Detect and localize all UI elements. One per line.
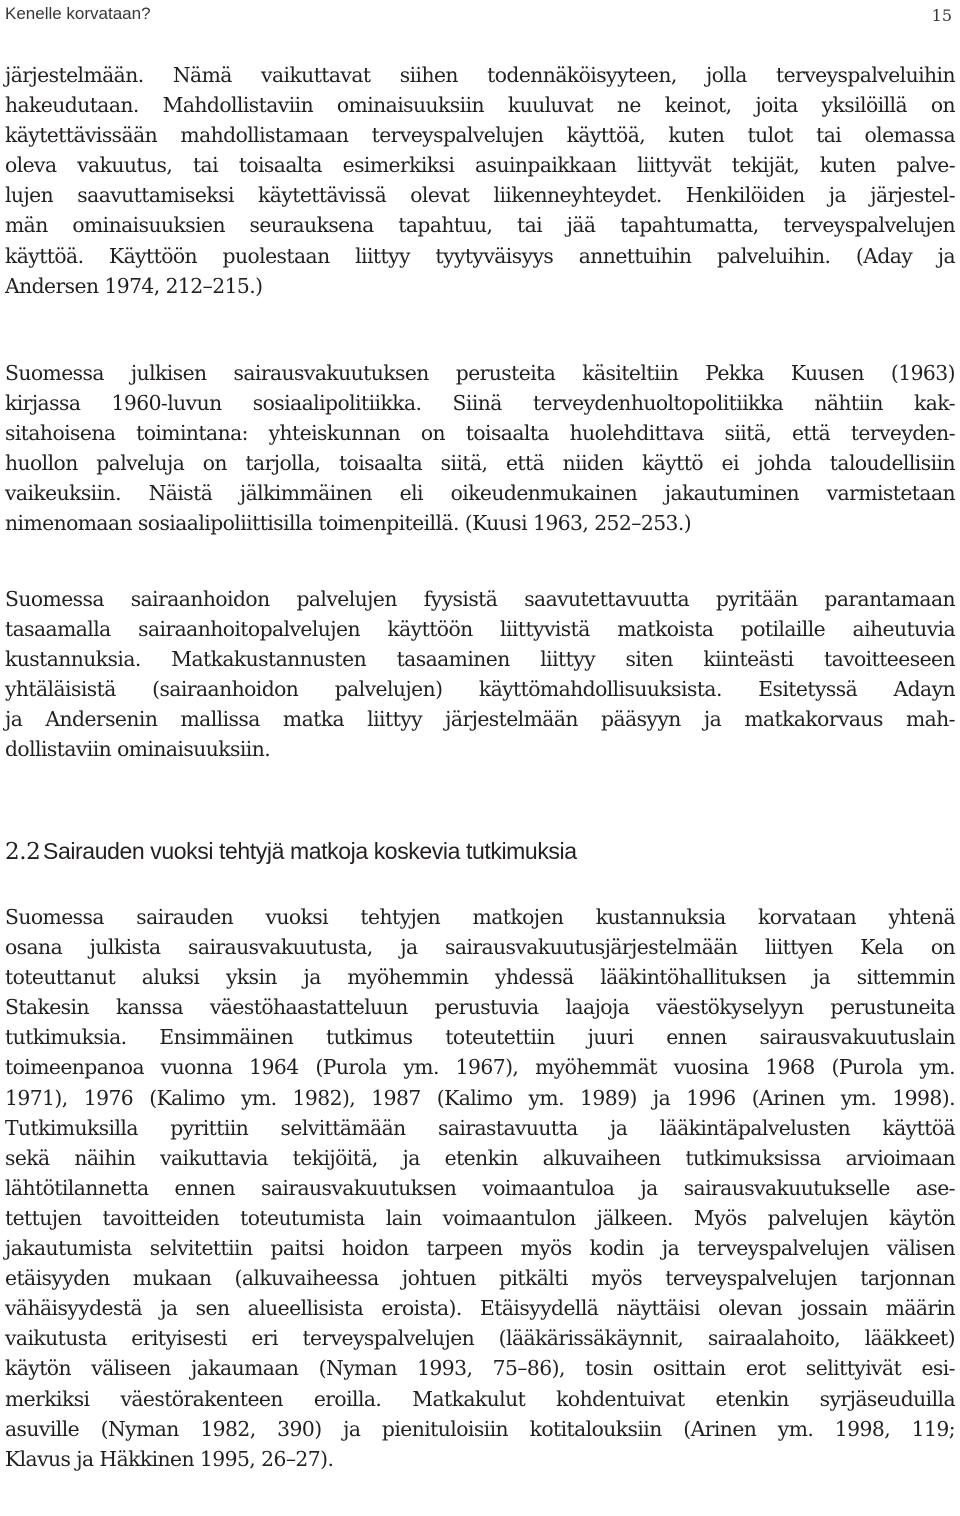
text-line: Suomessa sairauden vuoksi tehtyjen matkojen kustannuksia korvataan yhtenä	[5, 905, 955, 929]
text-line: tutkimuksia. Ensimmäinen tutkimus toteutettiin juuri ennen sairausvakuutuslain	[5, 1025, 955, 1050]
text-line: tettujen tavoitteiden toteutumista lain voimaantulon jälkeen. Myös palvelujen käytön	[5, 1205, 955, 1230]
section-number: 2.2	[5, 839, 41, 865]
body-paragraph-2	[5, 358, 955, 539]
text-line: käytön väliseen jakaumaan (Nyman 1993, 75–86), tosin osittain erot selittyivät esi-	[5, 1356, 955, 1381]
text-line: Klavus ja Häkkinen 1995, 26–27).	[5, 1446, 334, 1471]
text-line: vähäisyydestä ja sen alueellisista eroista). Etäisyydellä näyttäisi olevan jossain määrin	[5, 1296, 955, 1321]
text-line: kirjassa 1960-luvun sosiaalipolitiikka. Siinä terveydenhuoltopolitiikka nähtiin kak-	[5, 391, 955, 416]
text-line: Tutkimuksilla pyrittiin selvittämään sairastavuutta ja lääkintäpalvelusten käyttöä	[5, 1115, 955, 1140]
text-line: Andersen 1974, 212–215.)	[5, 273, 263, 298]
text-line: vaikutusta erityisesti eri terveyspalvelujen (lääkärissäkäynnit, sairaalahoito, lääkkeet)	[5, 1326, 955, 1351]
text-line: sekä näihin vaikuttavia tekijöitä, ja etenkin alkuvaiheen tutkimuksissa arvioimaan	[5, 1145, 955, 1170]
text-line: toimeenpanoa vuonna 1964 (Purola ym. 1967), myöhemmät vuosina 1968 (Purola ym.	[5, 1055, 955, 1080]
text-line: dollistaviin ominaisuuksiin.	[5, 737, 271, 762]
text-line: osana julkista sairausvakuutusta, ja sairausvakuutusjärjestelmään liittyen Kela on	[5, 935, 955, 960]
text-line: Suomessa julkisen sairausvakuutuksen perusteita käsiteltiin Pekka Kuusen (1963)	[5, 361, 955, 385]
text-line: jakautumista selvitettiin paitsi hoidon tarpeen myös kodin ja terveyspalvelujen välisen	[5, 1236, 955, 1261]
text-line: asuville (Nyman 1982, 390) ja pienituloisiin kotitalouksiin (Arinen ym. 1998, 119;	[5, 1416, 955, 1441]
running-header	[5, 4, 952, 30]
body-paragraph-3	[5, 584, 955, 765]
text-line: hakeudutaan. Mahdollistaviin ominaisuuksiin kuuluvat ne keinot, joita yksilöillä on	[5, 93, 955, 118]
text-line: käytettävissään mahdollistamaan terveyspalvelujen käyttöä, kuten tulot tai olemassa	[5, 123, 955, 148]
section-heading	[5, 838, 577, 874]
text-line: kustannuksia. Matkakustannusten tasaaminen liittyy siten kiinteästi tavoitteeseen	[5, 647, 955, 672]
text-line: nimenomaan sosiaalipoliittisilla toimenpiteillä. (Kuusi 1963, 252–253.)	[5, 511, 692, 536]
text-line: vaikeuksiin. Näistä jälkimmäinen eli oikeudenmukainen jakautuminen varmistetaan	[5, 481, 955, 506]
text-line: toteuttanut aluksi yksin ja myöhemmin yhdessä lääkintöhallituksen ja sittemmin	[5, 965, 955, 990]
text-line: yhtäläisistä (sairaanhoidon palvelujen) käyttömahdollisuuksista. Esitetyssä Adayn	[5, 677, 955, 702]
text-line: tasaamalla sairaanhoitopalvelujen käyttöön liittyvistä matkoista potilaille aiheutuvia	[5, 617, 955, 642]
text-line: sitahoisena toimintana: yhteiskunnan on toisaalta huolehdittava siitä, että terveyden-	[5, 421, 955, 446]
text-line: lujen saavuttamiseksi käytettävissä olevat liikenneyhteydet. Henkilöiden ja järjestel-	[5, 183, 955, 208]
text-line: etäisyyden mukaan (alkuvaiheessa johtuen pitkälti myös terveyspalvelujen tarjonnan	[5, 1266, 955, 1291]
text-line: Suomessa sairaanhoidon palvelujen fyysistä saavutettavuutta pyritään parantamaan	[5, 587, 955, 611]
section-title: Sairauden vuoksi tehtyjä matkoja koskevia tutkimuksia	[43, 838, 577, 864]
body-paragraph-1	[5, 60, 955, 301]
section-paragraph	[5, 902, 955, 1474]
text-line: merkiksi väestörakenteen eroilla. Matkakulut kohdentuivat etenkin syrjäseuduilla	[5, 1386, 955, 1411]
text-line: 1971), 1976 (Kalimo ym. 1982), 1987 (Kalimo ym. 1989) ja 1996 (Arinen ym. 1998).	[5, 1085, 955, 1110]
text-line: män ominaisuuksien seurauksena tapahtuu, tai jää tapahtumatta, terveyspalvelujen	[5, 213, 955, 238]
text-line: lähtötilannetta ennen sairausvakuutuksen voimaantuloa ja sairausvakuutukselle ase-	[5, 1175, 955, 1200]
running-head-title: Kenelle korvataan?	[5, 4, 151, 23]
text-line: ja Andersenin mallissa matka liittyy järjestelmään pääsyyn ja matkakorvaus mah-	[5, 707, 955, 732]
text-line: käyttöä. Käyttöön puolestaan liittyy tyytyväisyys annettuihin palveluihin. (Aday ja	[5, 243, 955, 268]
text-line: oleva vakuutus, tai toisaalta esimerkiksi asuinpaikkaan liittyvät tekijät, kuten palve-	[5, 153, 955, 178]
text-line: järjestelmään. Nämä vaikuttavat siihen todennäköisyyteen, jolla terveyspalveluihin	[5, 63, 955, 87]
text-line: Stakesin kanssa väestöhaastatteluun perustuvia laajoja väestökyselyyn perustuneita	[5, 995, 955, 1020]
text-line: huollon palveluja on tarjolla, toisaalta siitä, että niiden käyttö ei johda taloudellisiin	[5, 451, 955, 476]
page-number: 15	[931, 6, 952, 25]
